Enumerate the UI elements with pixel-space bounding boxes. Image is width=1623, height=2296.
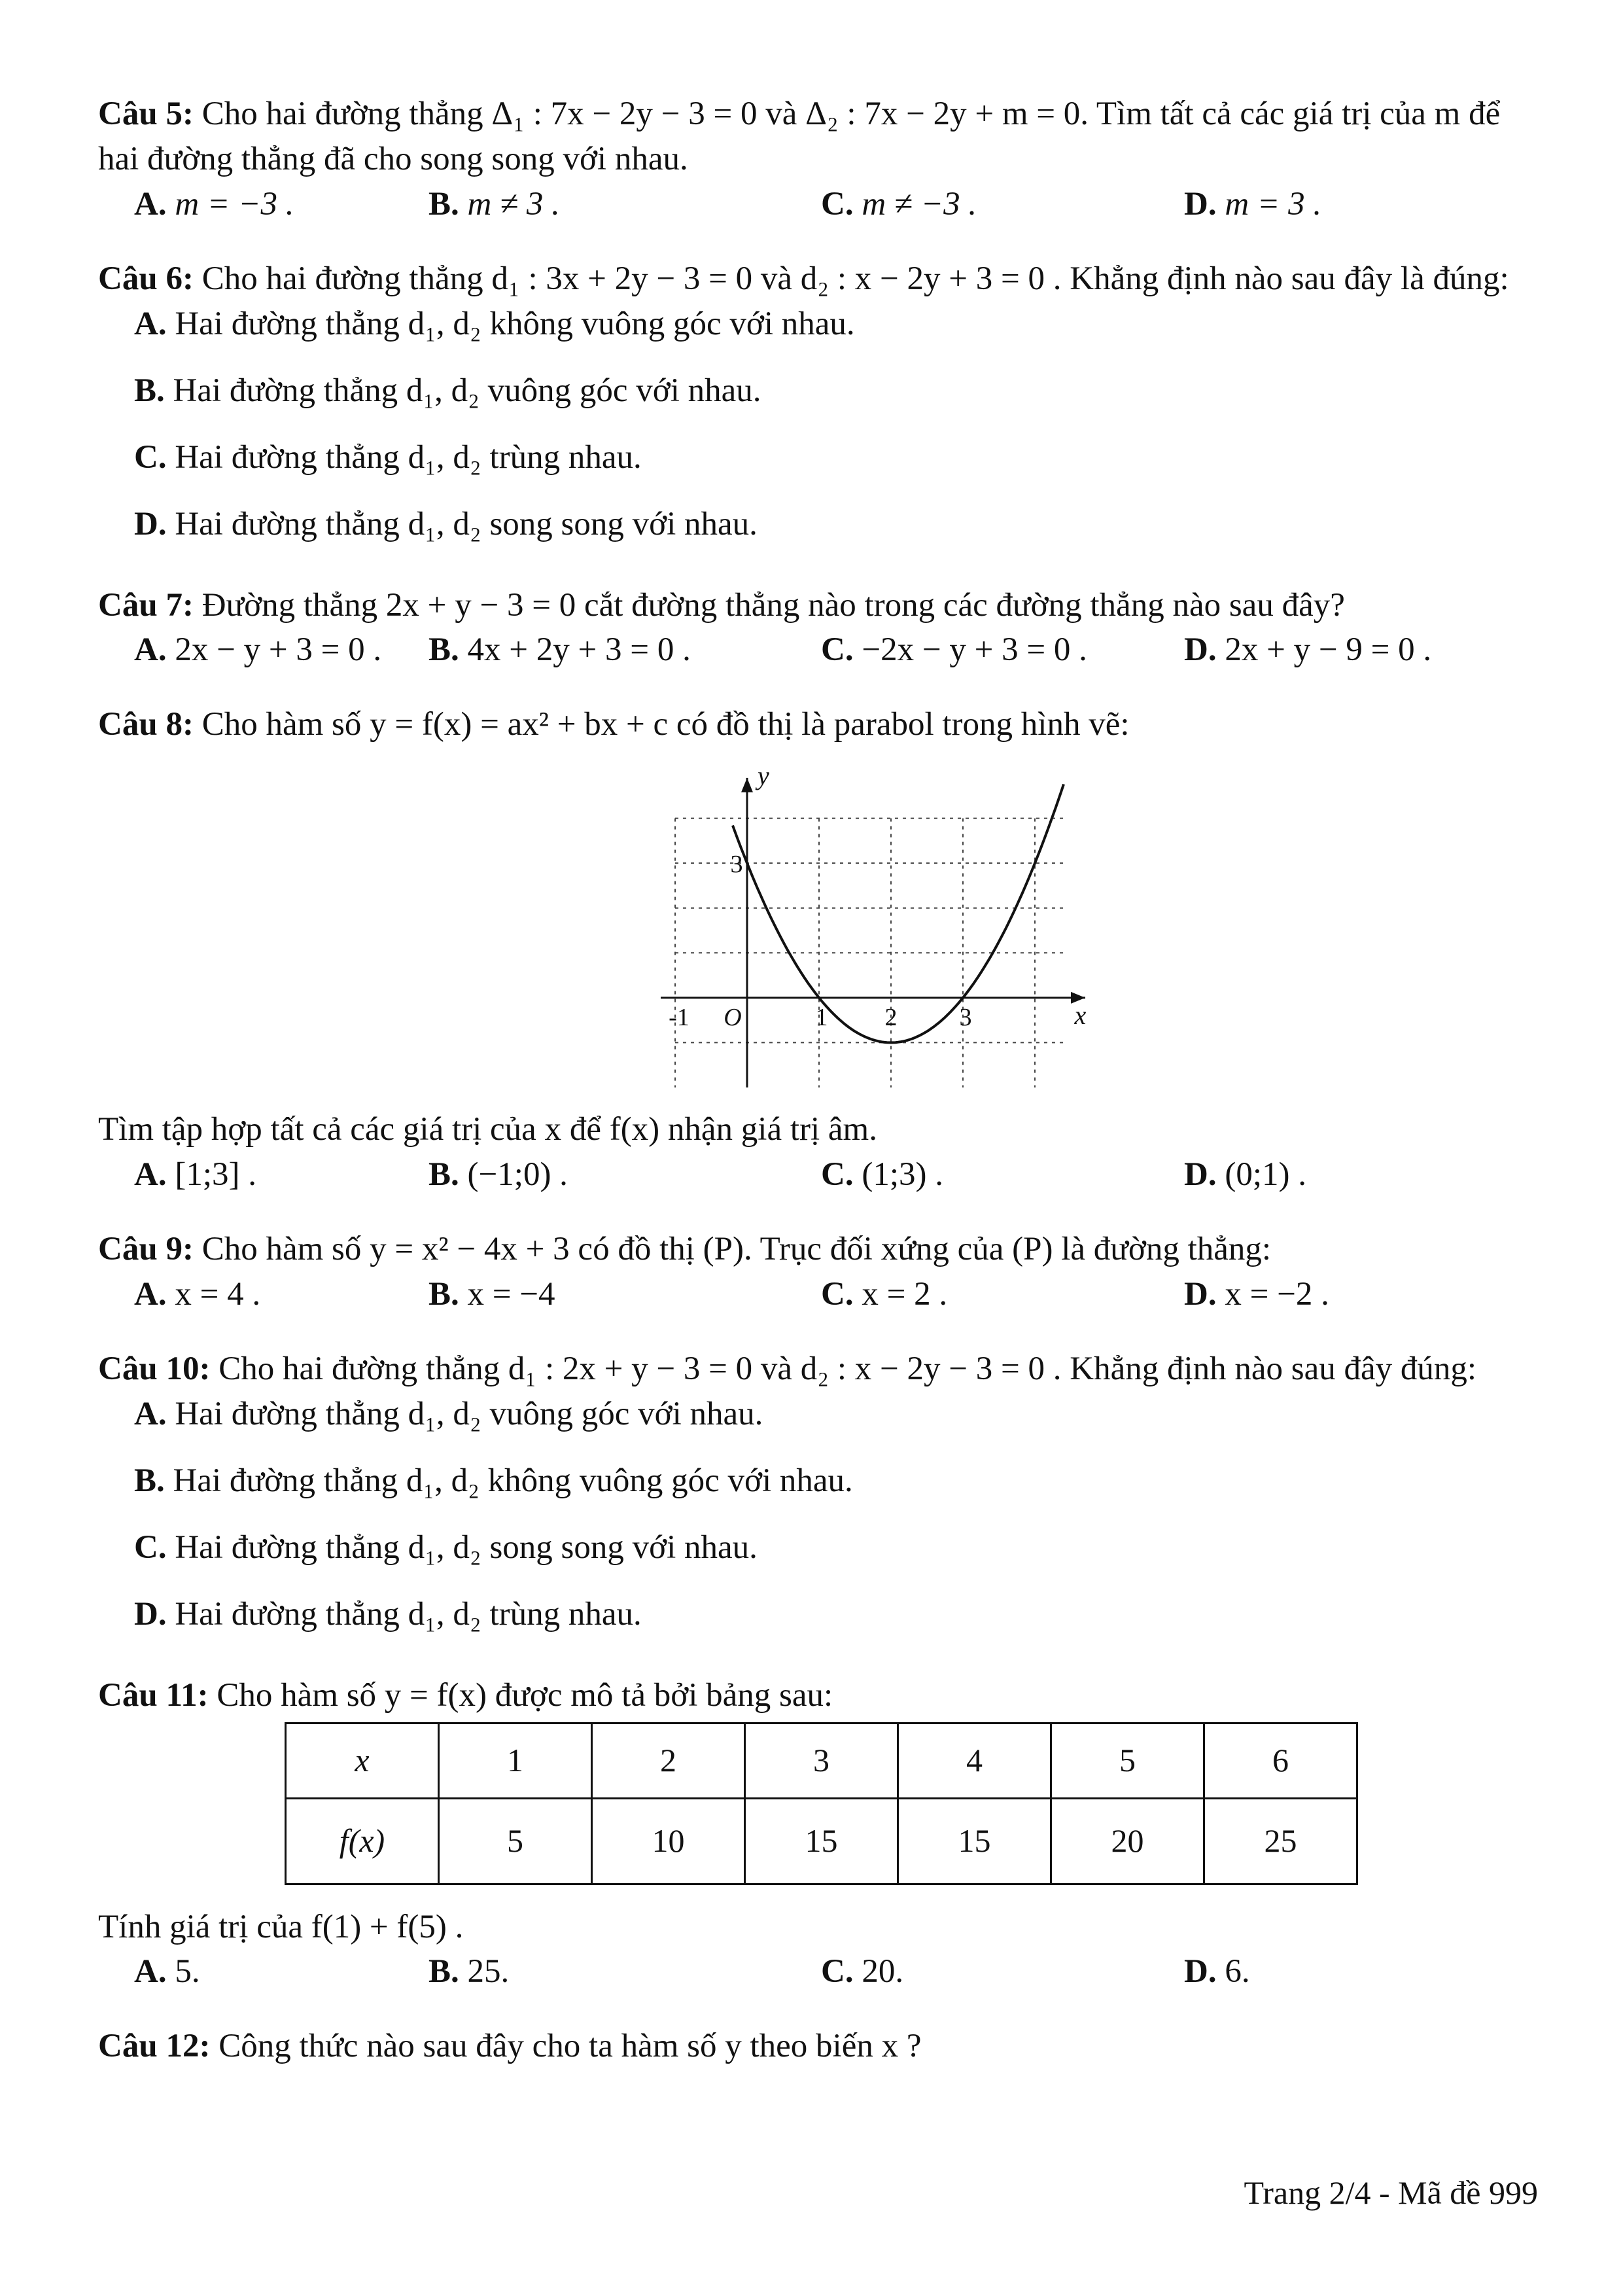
option-letter: A. bbox=[134, 1156, 167, 1193]
q8-option-a[interactable] bbox=[134, 1152, 256, 1197]
question-7-options bbox=[98, 627, 1537, 688]
question-12-stem: Công thức nào sau đây cho ta hàm số y theo biến x ? bbox=[218, 2028, 922, 2065]
question-7-text bbox=[98, 583, 1537, 628]
function-table bbox=[285, 1722, 1358, 1885]
q11-option-b[interactable] bbox=[428, 1949, 509, 1994]
q10-option-c[interactable] bbox=[134, 1525, 1537, 1592]
option-text: Hai đường thẳng d₁, d₂ vuông góc với nhau. bbox=[175, 1395, 763, 1432]
q10-option-a[interactable] bbox=[134, 1392, 1537, 1458]
question-12 bbox=[98, 2024, 1537, 2069]
option-letter: C. bbox=[134, 438, 167, 476]
question-10-options bbox=[98, 1392, 1537, 1659]
q7-option-b[interactable] bbox=[428, 627, 691, 673]
question-11 bbox=[98, 1673, 1537, 2010]
tick-label: -1 bbox=[669, 1004, 689, 1032]
origin-label: O bbox=[724, 1004, 742, 1032]
option-text: x = 4 . bbox=[175, 1275, 261, 1313]
q5-option-b[interactable] bbox=[428, 182, 560, 227]
option-text: Hai đường thẳng d₁, d₂ song song với nhau. bbox=[175, 505, 758, 542]
parabola-curve bbox=[730, 785, 1064, 1043]
option-text: (0;1) . bbox=[1225, 1156, 1306, 1193]
q10-option-d[interactable] bbox=[134, 1592, 1537, 1659]
option-letter: B. bbox=[134, 1462, 165, 1499]
page-footer: Trang 2/4 - Mã đề 999 bbox=[1244, 2174, 1538, 2211]
question-8 bbox=[98, 702, 1537, 1212]
q11-option-a[interactable] bbox=[134, 1949, 200, 1994]
option-letter: A. bbox=[134, 185, 167, 222]
option-letter: C. bbox=[821, 185, 854, 222]
table-cell: 1 bbox=[439, 1723, 592, 1798]
option-text: 6. bbox=[1225, 1953, 1250, 1990]
question-10 bbox=[98, 1347, 1537, 1659]
table-cell: 10 bbox=[592, 1798, 745, 1884]
table-cell: 3 bbox=[745, 1723, 898, 1798]
option-text: (−1;0) . bbox=[467, 1156, 568, 1193]
option-text: −2x − y + 3 = 0 . bbox=[862, 631, 1087, 669]
question-5-label: Câu 5: bbox=[98, 96, 194, 132]
tick-label: 1 bbox=[815, 1004, 828, 1032]
question-9-label: Câu 9: bbox=[98, 1231, 194, 1268]
option-text: m ≠ 3 . bbox=[467, 185, 560, 222]
q6-option-d[interactable] bbox=[134, 502, 1537, 569]
question-8-text bbox=[98, 702, 1537, 747]
option-text: m ≠ −3 . bbox=[862, 185, 977, 222]
question-9-options bbox=[98, 1272, 1537, 1332]
option-letter: A. bbox=[134, 631, 167, 669]
q10-option-b[interactable] bbox=[134, 1458, 1537, 1525]
option-text: 2x + y − 9 = 0 . bbox=[1225, 631, 1432, 669]
option-text: 25. bbox=[467, 1953, 510, 1990]
option-text: Hai đường thẳng d₁, d₂ không vuông góc với nhau. bbox=[175, 305, 855, 342]
table-cell: 20 bbox=[1051, 1798, 1204, 1884]
option-text: Hai đường thẳng d₁, d₂ không vuông góc với nhau. bbox=[173, 1462, 853, 1499]
question-7-stem: Đường thẳng 2x + y − 3 = 0 cắt đường thẳng nào trong các đường thẳng nào sau đây? bbox=[201, 586, 1345, 624]
option-text: 2x − y + 3 = 0 . bbox=[175, 631, 382, 669]
option-letter: D. bbox=[134, 505, 167, 542]
option-text: Hai đường thẳng d₁, d₂ song song với nhau. bbox=[175, 1528, 758, 1566]
question-6-text bbox=[98, 256, 1537, 302]
option-letter: B. bbox=[428, 1156, 459, 1193]
question-5-options bbox=[98, 182, 1537, 242]
table-cell: f(x) bbox=[286, 1798, 439, 1884]
parabola-chart bbox=[648, 760, 1106, 1101]
option-text: 20. bbox=[862, 1953, 904, 1990]
q11-option-d[interactable] bbox=[1184, 1949, 1250, 1994]
option-text: Hai đường thẳng d₁, d₂ trùng nhau. bbox=[175, 1595, 642, 1633]
option-letter: A. bbox=[134, 1953, 167, 1990]
question-6-stem: Cho hai đường thẳng d₁ : 3x + 2y − 3 = 0 và d₂ : x − 2y + 3 = 0 . Khẳng định nào sau đây là đúng: bbox=[201, 260, 1509, 297]
table-cell: 2 bbox=[592, 1723, 745, 1798]
q5-option-c[interactable] bbox=[821, 182, 977, 227]
option-text: x = −4 bbox=[467, 1275, 555, 1313]
question-8-options bbox=[98, 1152, 1537, 1212]
exam-page bbox=[98, 92, 1537, 2083]
q5-option-d[interactable] bbox=[1184, 182, 1321, 227]
option-letter: A. bbox=[134, 1275, 167, 1313]
option-letter: C. bbox=[134, 1528, 167, 1566]
option-letter: C. bbox=[821, 1953, 854, 1990]
question-9-stem: Cho hàm số y = x² − 4x + 3 có đồ thị (P). Trục đối xứng của (P) là đường thẳng: bbox=[201, 1231, 1272, 1268]
option-text: x = 2 . bbox=[862, 1275, 948, 1313]
question-9-text bbox=[98, 1227, 1537, 1272]
table-cell: 15 bbox=[898, 1798, 1051, 1884]
question-6-label: Câu 6: bbox=[98, 260, 194, 297]
q6-option-b[interactable] bbox=[134, 368, 1537, 435]
option-text: x = −2 . bbox=[1225, 1275, 1329, 1313]
question-8-label: Câu 8: bbox=[98, 706, 194, 743]
q7-option-a[interactable] bbox=[134, 627, 381, 673]
x-axis-label: x bbox=[1074, 1000, 1087, 1031]
y-axis-arrow bbox=[741, 778, 753, 792]
question-10-label: Câu 10: bbox=[98, 1350, 211, 1387]
q11-option-c[interactable] bbox=[821, 1949, 903, 1994]
question-10-text bbox=[98, 1347, 1537, 1392]
question-6 bbox=[98, 256, 1537, 569]
tick-label: 3 bbox=[730, 851, 743, 879]
q6-option-a[interactable] bbox=[134, 302, 1537, 368]
parabola-graph bbox=[648, 760, 1106, 1101]
option-text: [1;3] . bbox=[175, 1156, 256, 1193]
tick-label: 2 bbox=[884, 1004, 898, 1032]
question-10-stem: Cho hai đường thẳng d₁ : 2x + y − 3 = 0 và d₂ : x − 2y − 3 = 0 . Khẳng định nào sau đây đúng: bbox=[218, 1350, 1477, 1387]
question-6-options bbox=[98, 302, 1537, 569]
option-text: 5. bbox=[175, 1953, 200, 1990]
option-letter: B. bbox=[428, 185, 459, 222]
option-letter: B. bbox=[428, 631, 459, 669]
option-letter: B. bbox=[428, 1953, 459, 1990]
option-letter: C. bbox=[821, 631, 854, 669]
q8-option-b[interactable] bbox=[428, 1152, 568, 1197]
question-5-stem: Cho hai đường thẳng Δ₁ : 7x − 2y − 3 = 0 và Δ₂ : 7x − 2y + m = 0. Tìm tất cả các giá trị của m để hai đường thẳng đã cho song song với nhau. bbox=[98, 96, 1501, 177]
option-letter: D. bbox=[134, 1595, 167, 1633]
q7-option-d[interactable] bbox=[1184, 627, 1431, 673]
option-text: Hai đường thẳng d₁, d₂ trùng nhau. bbox=[175, 438, 642, 476]
question-12-text bbox=[98, 2024, 1537, 2069]
q6-option-c[interactable] bbox=[134, 435, 1537, 502]
q9-option-d[interactable] bbox=[1184, 1272, 1329, 1317]
table-cell: 4 bbox=[898, 1723, 1051, 1798]
q9-option-a[interactable] bbox=[134, 1272, 260, 1317]
option-letter: D. bbox=[1184, 185, 1217, 222]
q9-option-b[interactable] bbox=[428, 1272, 555, 1317]
q9-option-c[interactable] bbox=[821, 1272, 947, 1317]
q8-option-c[interactable] bbox=[821, 1152, 943, 1197]
option-letter: A. bbox=[134, 1395, 167, 1432]
question-5-text bbox=[98, 92, 1537, 182]
y-axis-label: y bbox=[758, 761, 769, 791]
question-8-stem: Cho hàm số y = f(x) = ax² + bx + c có đồ thị là parabol trong hình vẽ: bbox=[201, 706, 1130, 743]
option-letter: A. bbox=[134, 305, 167, 342]
question-11-text bbox=[98, 1673, 1537, 1718]
question-5 bbox=[98, 92, 1537, 242]
question-11-label: Câu 11: bbox=[98, 1676, 209, 1714]
table-cell: 5 bbox=[439, 1798, 592, 1884]
q7-option-c[interactable] bbox=[821, 627, 1087, 673]
question-7 bbox=[98, 583, 1537, 688]
q8-option-d[interactable] bbox=[1184, 1152, 1306, 1197]
question-11-question: Tính giá trị của f(1) + f(5) . bbox=[98, 1908, 464, 1945]
table-cell: 6 bbox=[1204, 1723, 1357, 1798]
option-letter: D. bbox=[1184, 1275, 1217, 1313]
question-9 bbox=[98, 1227, 1537, 1332]
question-8-question: Tìm tập hợp tất cả các giá trị của x để f(x) nhận giá trị âm. bbox=[98, 1111, 877, 1148]
question-7-label: Câu 7: bbox=[98, 586, 194, 624]
option-text: m = −3 . bbox=[175, 185, 294, 222]
option-text: 4x + 2y + 3 = 0 . bbox=[467, 631, 691, 669]
question-11-options bbox=[98, 1949, 1537, 2009]
tick-label: 3 bbox=[959, 1004, 972, 1032]
option-letter: B. bbox=[428, 1275, 459, 1313]
table-cell: 5 bbox=[1051, 1723, 1204, 1798]
option-letter: C. bbox=[821, 1156, 854, 1193]
table-cell: 15 bbox=[745, 1798, 898, 1884]
option-letter: C. bbox=[821, 1275, 854, 1313]
option-letter: B. bbox=[134, 372, 165, 409]
q5-option-a[interactable] bbox=[134, 182, 294, 227]
question-11-stem: Cho hàm số y = f(x) được mô tả bởi bảng sau: bbox=[217, 1676, 833, 1714]
option-letter: D. bbox=[1184, 631, 1217, 669]
table-row bbox=[286, 1723, 1357, 1798]
option-text: (1;3) . bbox=[862, 1156, 943, 1193]
table-cell: x bbox=[286, 1723, 439, 1798]
option-letter: D. bbox=[1184, 1953, 1217, 1990]
table-row bbox=[286, 1798, 1357, 1884]
option-letter: D. bbox=[1184, 1156, 1217, 1193]
question-12-label: Câu 12: bbox=[98, 2028, 211, 2065]
table-cell: 25 bbox=[1204, 1798, 1357, 1884]
option-text: Hai đường thẳng d₁, d₂ vuông góc với nhau. bbox=[173, 372, 761, 409]
option-text: m = 3 . bbox=[1225, 185, 1322, 222]
